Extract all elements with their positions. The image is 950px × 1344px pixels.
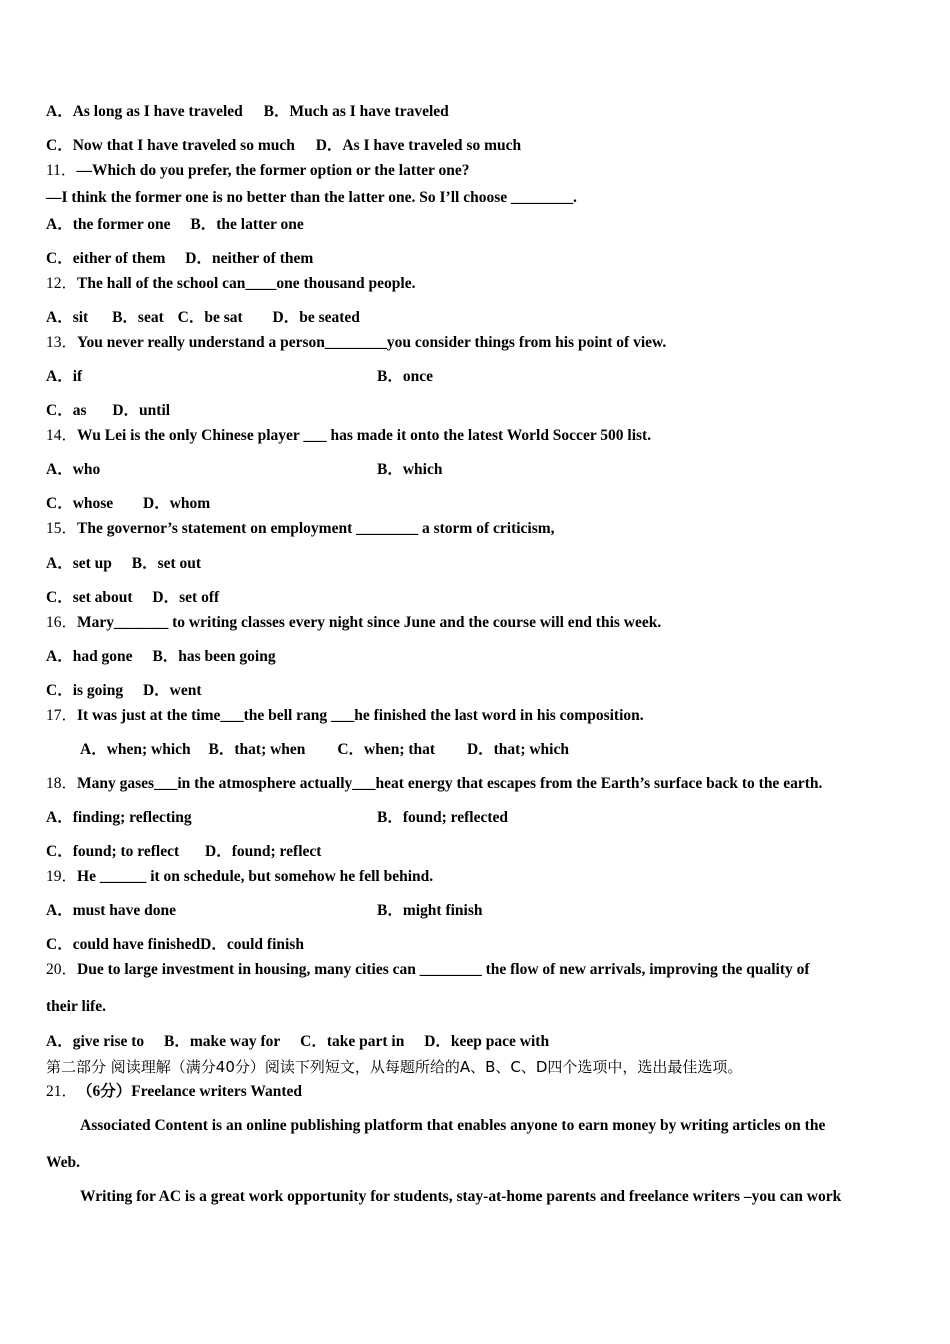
q10-option-b: B．Much as I have traveled — [263, 103, 449, 120]
q15-option-c: C．set about — [46, 589, 133, 606]
q15-option-a: A．set up — [46, 555, 112, 572]
q18-stem: Many gases___in the atmosphere actually___heat energy that escapes from the Earth’s surface back to the earth. — [77, 775, 823, 792]
q10-option-a: A．As long as I have traveled — [46, 103, 243, 120]
q15-options-ab — [46, 554, 201, 574]
q16-option-b: B．has been going — [152, 648, 276, 665]
q18-option-b: B．found; reflected — [377, 809, 509, 826]
q17-options — [80, 740, 569, 760]
q18-options-cd — [46, 842, 321, 862]
q17-option-a: A．when; which — [80, 741, 191, 758]
q12-option-d: D．be seated — [272, 309, 360, 326]
q19-option-a: A．must have done — [46, 902, 177, 919]
q18-number: 18． — [46, 775, 78, 792]
q16-options-cd — [46, 681, 202, 701]
q19-options-cd — [46, 935, 304, 955]
q14-number: 14． — [46, 427, 78, 444]
q11-option-d: D．neither of them — [185, 250, 314, 267]
q13-stem: You never really understand a person________you consider things from his point of view. — [77, 334, 667, 351]
q10-options-ab — [46, 102, 449, 122]
q20-stem-continuation: their life. — [46, 998, 106, 1015]
q21-number: 21． — [46, 1083, 78, 1100]
q14-option-b: B．which — [377, 461, 443, 478]
q16-options-ab — [46, 647, 276, 667]
q17-stem: It was just at the time___the bell rang ___he finished the last word in his composition. — [77, 707, 644, 724]
q13-number: 13． — [46, 334, 78, 351]
q17-option-c: C．when; that — [337, 741, 436, 758]
q16-number: 16． — [46, 614, 78, 631]
q11-reply-line — [46, 188, 577, 208]
q14-option-c: C．whose — [46, 495, 114, 512]
q10-options-cd — [46, 136, 521, 156]
q14-option-a: A．who — [46, 461, 101, 478]
q20-option-d: D．keep pace with — [424, 1033, 550, 1050]
q19-option-b: B．might finish — [377, 902, 483, 919]
q17-option-b: B．that; when — [208, 741, 306, 758]
q11-stem-line — [46, 161, 470, 181]
q15-option-b: B．set out — [131, 555, 202, 572]
q11-stem: —Which do you prefer, the former option or the latter one? — [76, 162, 470, 179]
q13-option-b: B．once — [377, 368, 433, 385]
q18-option-d: D．found; reflect — [205, 843, 322, 860]
q10-option-d: D．As I have traveled so much — [315, 137, 522, 154]
q21-title-line — [46, 1082, 302, 1102]
q12-number: 12． — [46, 275, 78, 292]
q15-number: 15． — [46, 520, 78, 537]
q21-paragraph-2: Writing for AC is a great work opportunity for students, stay-at-home parents and freelance writers –you can work — [80, 1188, 842, 1205]
q16-option-c: C．is going — [46, 682, 124, 699]
q15-option-d: D．set off — [152, 589, 220, 606]
q11-options-cd — [46, 249, 313, 269]
q17-number: 17． — [46, 707, 78, 724]
q20-option-c: C．take part in — [300, 1033, 405, 1050]
q14-stem: Wu Lei is the only Chinese player ___ has made it onto the latest World Soccer 500 list. — [77, 427, 652, 444]
q11-option-b: B．the latter one — [190, 216, 304, 233]
q19-option-c: C．could have finished — [46, 936, 201, 953]
q11-reply: —I think the former one is no better than the latter one. So I’ll choose ________. — [46, 189, 577, 206]
q18-stem-line — [46, 774, 822, 794]
q16-option-a: A．had gone — [46, 648, 133, 665]
q18-option-a: A．finding; reflecting — [46, 809, 192, 826]
q20-option-b: B．make way for — [164, 1033, 281, 1050]
q13-option-c: C．as — [46, 402, 87, 419]
q12-stem-line — [46, 274, 415, 294]
q12-option-b: B．seat — [112, 309, 164, 326]
q21-paragraph-1: Associated Content is an online publishing platform that enables anyone to earn money by writing articles on the — [80, 1117, 826, 1134]
q21-paragraph-1-continuation: Web. — [46, 1154, 81, 1171]
q20-options — [46, 1032, 549, 1052]
q12-stem: The hall of the school can____one thousand people. — [77, 275, 416, 292]
q15-stem: The governor’s statement on employment ________ a storm of criticism, — [77, 520, 555, 537]
q12-option-c: C．be sat — [177, 309, 243, 326]
q12-options — [46, 308, 360, 328]
q13-option-d: D．until — [112, 402, 171, 419]
q13-stem-line — [46, 333, 666, 353]
q18-option-c: C．found; to reflect — [46, 843, 180, 860]
q14-option-d: D．whom — [143, 495, 211, 512]
q16-stem: Mary_______ to writing classes every night since June and the course will end this week. — [77, 614, 662, 631]
q19-stem-line — [46, 867, 433, 887]
q20-stem-line — [46, 960, 810, 980]
q15-stem-line — [46, 519, 555, 539]
q17-option-d: D．that; which — [466, 741, 569, 758]
q19-number: 19． — [46, 868, 78, 885]
q14-options-cd — [46, 494, 210, 514]
q20-number: 20． — [46, 961, 78, 978]
q17-stem-line — [46, 706, 644, 726]
q20-stem: Due to large investment in housing, many cities can ________ the flow of new arrivals, improving the quality of — [77, 961, 810, 978]
q12-option-a: A．sit — [46, 309, 89, 326]
q11-option-c: C．either of them — [46, 250, 166, 267]
q20-option-a: A．give rise to — [46, 1033, 145, 1050]
q13-options-cd — [46, 401, 170, 421]
q15-options-cd — [46, 588, 219, 608]
q14-stem-line — [46, 426, 651, 446]
q10-option-c: C．Now that I have traveled so much — [46, 137, 295, 154]
q19-option-d: D．could finish — [200, 936, 304, 953]
q16-stem-line — [46, 613, 661, 633]
q11-option-a: A．the former one — [46, 216, 171, 233]
q13-option-a: A．if — [46, 368, 83, 385]
q19-stem: He ______ it on schedule, but somehow he fell behind. — [77, 868, 434, 885]
q21-title: （6分）Freelance writers Wanted — [77, 1083, 303, 1100]
q11-number: 11． — [46, 162, 77, 179]
section2-heading: 第二部分 阅读理解（满分40分）阅读下列短文，从每题所给的A、B、C、D四个选项中，选出最佳选项。 — [46, 1058, 743, 1076]
q11-options-ab — [46, 215, 304, 235]
q16-option-d: D．went — [142, 682, 202, 699]
